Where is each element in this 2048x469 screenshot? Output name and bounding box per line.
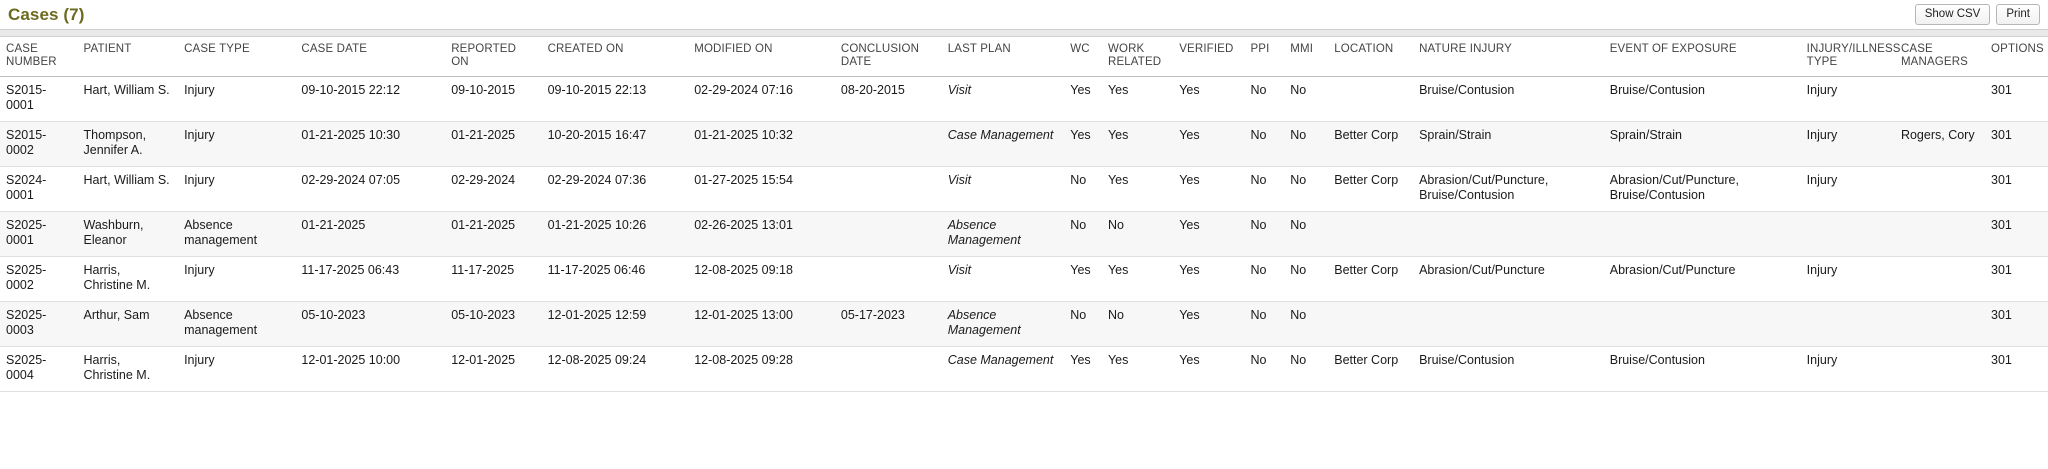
cell-injury-illness-type: Injury xyxy=(1801,167,1895,212)
cell-case-date: 01-21-2025 10:30 xyxy=(295,122,445,167)
cell-last-plan: Visit xyxy=(942,257,1065,302)
cell-ppi: No xyxy=(1244,347,1284,392)
cell-patient: Arthur, Sam xyxy=(78,302,179,347)
cell-location: Better Corp xyxy=(1328,167,1413,212)
column-header-reported-on[interactable]: REPORTED ON xyxy=(445,37,541,77)
cell-event-of-exposure: Abrasion/Cut/Puncture xyxy=(1604,257,1801,302)
cell-event-of-exposure: Bruise/Contusion xyxy=(1604,347,1801,392)
cell-reported-on: 11-17-2025 xyxy=(445,257,541,302)
cell-location: Better Corp xyxy=(1328,122,1413,167)
cell-case-number: S2025-0002 xyxy=(0,257,78,302)
cell-location: Better Corp xyxy=(1328,347,1413,392)
cell-patient: Harris, Christine M. xyxy=(78,257,179,302)
cell-wc: Yes xyxy=(1064,122,1102,167)
cell-case-type: Injury xyxy=(178,347,295,392)
cell-mmi: No xyxy=(1284,257,1328,302)
cell-conclusion-date xyxy=(835,257,942,302)
cell-verified: Yes xyxy=(1173,302,1244,347)
cell-mmi: No xyxy=(1284,122,1328,167)
table-body xyxy=(0,77,2048,392)
table-row[interactable] xyxy=(0,167,2048,212)
cell-conclusion-date: 08-20-2015 xyxy=(835,77,942,122)
cell-case-date: 11-17-2025 06:43 xyxy=(295,257,445,302)
cell-conclusion-date xyxy=(835,122,942,167)
cell-case-number: S2015-0001 xyxy=(0,77,78,122)
cell-event-of-exposure xyxy=(1604,302,1801,347)
cell-mmi: No xyxy=(1284,77,1328,122)
cell-options[interactable]: 301 xyxy=(1985,77,2048,122)
cell-case-date: 09-10-2015 22:12 xyxy=(295,77,445,122)
table-row[interactable] xyxy=(0,122,2048,167)
column-header-event-of-exposure[interactable]: EVENT OF EXPOSURE xyxy=(1604,37,1801,77)
cell-patient: Thompson, Jennifer A. xyxy=(78,122,179,167)
cell-mmi: No xyxy=(1284,167,1328,212)
cell-nature-injury: Abrasion/Cut/Puncture xyxy=(1413,257,1604,302)
cell-created-on: 01-21-2025 10:26 xyxy=(542,212,689,257)
cell-wc: Yes xyxy=(1064,257,1102,302)
cell-conclusion-date: 05-17-2023 xyxy=(835,302,942,347)
cell-case-managers xyxy=(1895,302,1985,347)
cell-work-related: Yes xyxy=(1102,122,1173,167)
column-header-location[interactable]: LOCATION xyxy=(1328,37,1413,77)
cell-location xyxy=(1328,212,1413,257)
cell-reported-on: 02-29-2024 xyxy=(445,167,541,212)
cell-modified-on: 02-26-2025 13:01 xyxy=(688,212,835,257)
column-header-conclusion-date[interactable]: CONCLUSION DATE xyxy=(835,37,942,77)
table-row[interactable] xyxy=(0,212,2048,257)
cell-case-number: S2015-0002 xyxy=(0,122,78,167)
table-head xyxy=(0,37,2048,77)
table-row[interactable] xyxy=(0,77,2048,122)
cell-wc: Yes xyxy=(1064,347,1102,392)
cell-verified: Yes xyxy=(1173,167,1244,212)
column-header-case-managers[interactable]: CASE MANAGERS xyxy=(1895,37,1985,77)
cell-ppi: No xyxy=(1244,77,1284,122)
cell-options[interactable]: 301 xyxy=(1985,122,2048,167)
cell-conclusion-date xyxy=(835,167,942,212)
cell-wc: No xyxy=(1064,212,1102,257)
cell-case-managers xyxy=(1895,212,1985,257)
cell-injury-illness-type: Injury xyxy=(1801,347,1895,392)
cell-injury-illness-type xyxy=(1801,302,1895,347)
header-divider xyxy=(0,30,2048,37)
cell-verified: Yes xyxy=(1173,347,1244,392)
cell-nature-injury: Abrasion/Cut/Puncture, Bruise/Contusion xyxy=(1413,167,1604,212)
cell-case-managers xyxy=(1895,257,1985,302)
column-header-case-date[interactable]: CASE DATE xyxy=(295,37,445,77)
cell-created-on: 11-17-2025 06:46 xyxy=(542,257,689,302)
cell-patient: Hart, William S. xyxy=(78,167,179,212)
cell-conclusion-date xyxy=(835,212,942,257)
cell-mmi: No xyxy=(1284,302,1328,347)
column-header-case-type[interactable]: CASE TYPE xyxy=(178,37,295,77)
cell-case-number: S2025-0003 xyxy=(0,302,78,347)
cell-modified-on: 01-27-2025 15:54 xyxy=(688,167,835,212)
cell-mmi: No xyxy=(1284,212,1328,257)
cell-case-type: Absence management xyxy=(178,302,295,347)
cell-patient: Hart, William S. xyxy=(78,77,179,122)
cases-table xyxy=(0,37,2048,392)
cell-injury-illness-type: Injury xyxy=(1801,257,1895,302)
header-actions xyxy=(1915,4,2040,25)
column-header-nature-injury[interactable]: NATURE INJURY xyxy=(1413,37,1604,77)
cell-patient: Washburn, Eleanor xyxy=(78,212,179,257)
page-title: Cases (7) xyxy=(8,4,85,24)
cell-ppi: No xyxy=(1244,257,1284,302)
column-header-modified-on[interactable]: MODIFIED ON xyxy=(688,37,835,77)
cases-header xyxy=(0,0,2048,30)
show-csv-button[interactable]: Show CSV xyxy=(1915,4,1991,25)
cell-injury-illness-type: Injury xyxy=(1801,122,1895,167)
cell-verified: Yes xyxy=(1173,122,1244,167)
cell-created-on: 02-29-2024 07:36 xyxy=(542,167,689,212)
cell-injury-illness-type: Injury xyxy=(1801,77,1895,122)
cell-nature-injury xyxy=(1413,212,1604,257)
cell-ppi: No xyxy=(1244,302,1284,347)
cell-reported-on: 09-10-2015 xyxy=(445,77,541,122)
cell-event-of-exposure: Abrasion/Cut/Puncture, Bruise/Contusion xyxy=(1604,167,1801,212)
cell-nature-injury xyxy=(1413,302,1604,347)
column-header-work-related[interactable]: WORK RELATED xyxy=(1102,37,1173,77)
cell-work-related: No xyxy=(1102,212,1173,257)
cell-last-plan: Visit xyxy=(942,77,1065,122)
table-row[interactable] xyxy=(0,257,2048,302)
cell-options[interactable]: 301 xyxy=(1985,212,2048,257)
cell-case-type: Injury xyxy=(178,257,295,302)
cell-case-date: 01-21-2025 xyxy=(295,212,445,257)
column-header-last-plan[interactable]: LAST PLAN xyxy=(942,37,1065,77)
cell-case-type: Injury xyxy=(178,122,295,167)
cell-work-related: Yes xyxy=(1102,167,1173,212)
cell-conclusion-date xyxy=(835,347,942,392)
cell-modified-on: 12-01-2025 13:00 xyxy=(688,302,835,347)
cell-last-plan: Absence Management xyxy=(942,212,1065,257)
cell-created-on: 10-20-2015 16:47 xyxy=(542,122,689,167)
cell-mmi: No xyxy=(1284,347,1328,392)
column-header-created-on[interactable]: CREATED ON xyxy=(542,37,689,77)
cell-options[interactable]: 301 xyxy=(1985,302,2048,347)
cell-reported-on: 05-10-2023 xyxy=(445,302,541,347)
table-header-row xyxy=(0,37,2048,77)
cell-modified-on: 12-08-2025 09:28 xyxy=(688,347,835,392)
cell-case-number: S2024-0001 xyxy=(0,167,78,212)
cell-location xyxy=(1328,302,1413,347)
cell-last-plan: Visit xyxy=(942,167,1065,212)
cell-work-related: No xyxy=(1102,302,1173,347)
cell-verified: Yes xyxy=(1173,257,1244,302)
cell-case-date: 02-29-2024 07:05 xyxy=(295,167,445,212)
cell-options[interactable]: 301 xyxy=(1985,347,2048,392)
cell-patient: Harris, Christine M. xyxy=(78,347,179,392)
cell-case-managers xyxy=(1895,167,1985,212)
column-header-patient[interactable]: PATIENT xyxy=(78,37,179,77)
cell-case-date: 12-01-2025 10:00 xyxy=(295,347,445,392)
cell-last-plan: Absence Management xyxy=(942,302,1065,347)
cell-modified-on: 12-08-2025 09:18 xyxy=(688,257,835,302)
cell-nature-injury: Bruise/Contusion xyxy=(1413,347,1604,392)
column-header-verified[interactable]: VERIFIED xyxy=(1173,37,1244,77)
cell-options[interactable]: 301 xyxy=(1985,167,2048,212)
column-header-case-number[interactable]: CASE NUMBER xyxy=(0,37,78,77)
cell-ppi: No xyxy=(1244,212,1284,257)
cell-nature-injury: Bruise/Contusion xyxy=(1413,77,1604,122)
cell-created-on: 12-01-2025 12:59 xyxy=(542,302,689,347)
column-header-injury-illness-type[interactable]: INJURY/ILLNESS TYPE xyxy=(1801,37,1895,77)
cell-modified-on: 01-21-2025 10:32 xyxy=(688,122,835,167)
column-header-wc[interactable]: WC xyxy=(1064,37,1102,77)
cell-modified-on: 02-29-2024 07:16 xyxy=(688,77,835,122)
cell-reported-on: 01-21-2025 xyxy=(445,122,541,167)
cell-wc: Yes xyxy=(1064,77,1102,122)
cell-wc: No xyxy=(1064,302,1102,347)
cell-work-related: Yes xyxy=(1102,77,1173,122)
cell-created-on: 09-10-2015 22:13 xyxy=(542,77,689,122)
cell-injury-illness-type xyxy=(1801,212,1895,257)
cell-work-related: Yes xyxy=(1102,347,1173,392)
cell-case-managers: Rogers, Cory xyxy=(1895,122,1985,167)
cell-last-plan: Case Management xyxy=(942,347,1065,392)
cell-verified: Yes xyxy=(1173,77,1244,122)
cell-wc: No xyxy=(1064,167,1102,212)
column-header-ppi[interactable]: PPI xyxy=(1244,37,1284,77)
cell-case-managers xyxy=(1895,77,1985,122)
column-header-mmi[interactable]: MMI xyxy=(1284,37,1328,77)
cell-case-date: 05-10-2023 xyxy=(295,302,445,347)
cell-case-type: Absence management xyxy=(178,212,295,257)
cell-reported-on: 12-01-2025 xyxy=(445,347,541,392)
cell-case-type: Injury xyxy=(178,167,295,212)
cell-case-managers xyxy=(1895,347,1985,392)
cell-location: Better Corp xyxy=(1328,257,1413,302)
cell-options[interactable]: 301 xyxy=(1985,257,2048,302)
cell-reported-on: 01-21-2025 xyxy=(445,212,541,257)
cell-case-number: S2025-0004 xyxy=(0,347,78,392)
cell-case-type: Injury xyxy=(178,77,295,122)
cell-case-number: S2025-0001 xyxy=(0,212,78,257)
cell-event-of-exposure: Sprain/Strain xyxy=(1604,122,1801,167)
cell-event-of-exposure: Bruise/Contusion xyxy=(1604,77,1801,122)
cell-ppi: No xyxy=(1244,122,1284,167)
table-row[interactable] xyxy=(0,302,2048,347)
cell-created-on: 12-08-2025 09:24 xyxy=(542,347,689,392)
cell-last-plan: Case Management xyxy=(942,122,1065,167)
cell-nature-injury: Sprain/Strain xyxy=(1413,122,1604,167)
cell-ppi: No xyxy=(1244,167,1284,212)
cell-location xyxy=(1328,77,1413,122)
cell-work-related: Yes xyxy=(1102,257,1173,302)
table-row[interactable] xyxy=(0,347,2048,392)
cell-event-of-exposure xyxy=(1604,212,1801,257)
column-header-options[interactable]: OPTIONS xyxy=(1985,37,2048,77)
cell-verified: Yes xyxy=(1173,212,1244,257)
print-button[interactable]: Print xyxy=(1996,4,2040,25)
